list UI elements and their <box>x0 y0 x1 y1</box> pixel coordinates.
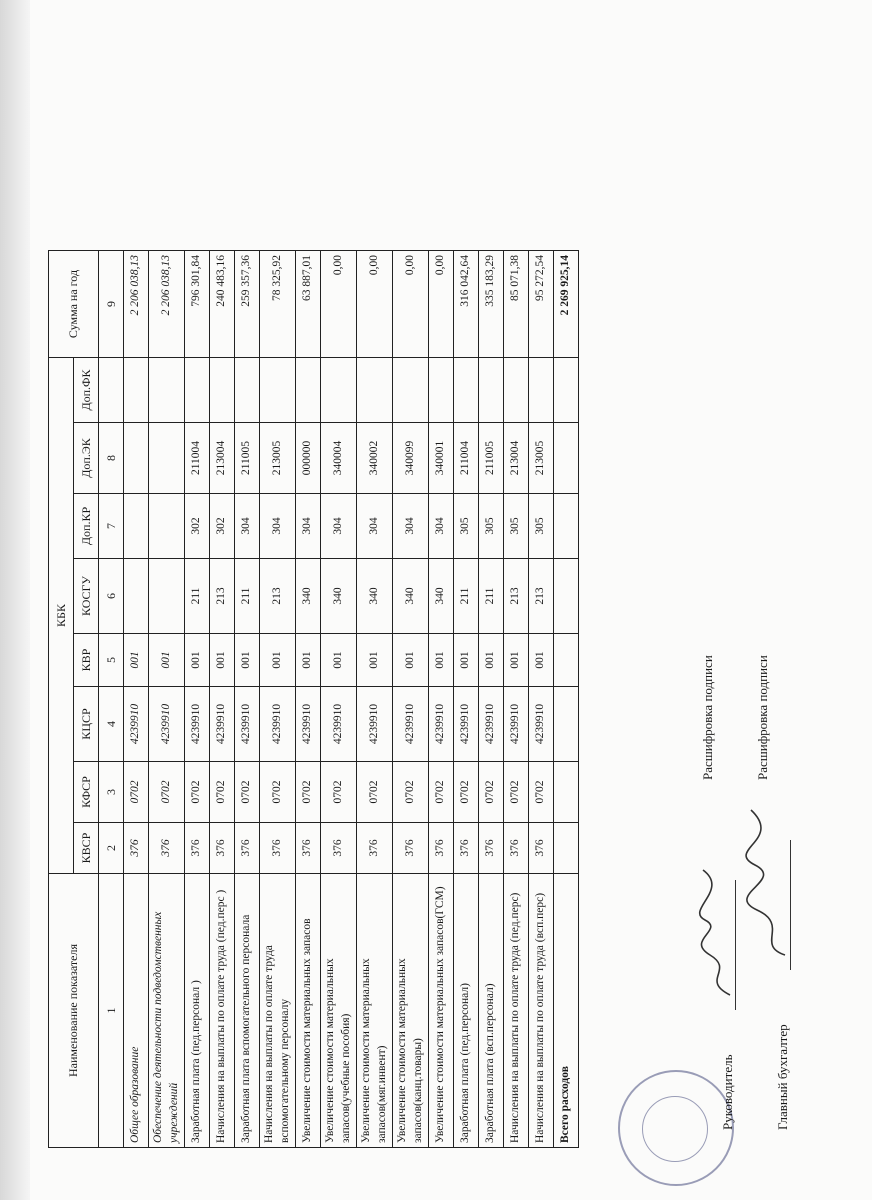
cell-dopkr <box>554 494 579 559</box>
cell-kfsr: 0702 <box>357 762 393 823</box>
cell-dopfk <box>529 358 554 423</box>
cell-kfsr: 0702 <box>479 762 504 823</box>
cell-kvr: 001 <box>321 634 357 687</box>
cell-dopkr <box>149 494 185 559</box>
cell-kvsr: 376 <box>124 823 149 874</box>
cell-kfsr: 0702 <box>210 762 235 823</box>
cell-kcsr: 4239910 <box>504 687 529 762</box>
cell-kfsr: 0702 <box>454 762 479 823</box>
cell-kosgu: 340 <box>429 559 454 634</box>
head-decode: Расшифровка подписи <box>700 655 715 780</box>
cell-kvsr: 376 <box>185 823 210 874</box>
cell-kvsr: 376 <box>210 823 235 874</box>
cell-kosgu: 211 <box>185 559 210 634</box>
cell-kcsr: 4239910 <box>149 687 185 762</box>
colnum-1: 1 <box>99 874 124 1148</box>
colnum-5: 5 <box>99 634 124 687</box>
cell-kosgu: 213 <box>210 559 235 634</box>
colnum-4: 4 <box>99 687 124 762</box>
table-header-row <box>49 251 74 1148</box>
table-row <box>296 251 321 1148</box>
cell-kvr: 001 <box>296 634 321 687</box>
cell-dopek: 213004 <box>210 423 235 494</box>
header-sum: Сумма на год <box>49 251 99 358</box>
cell-kvr: 001 <box>529 634 554 687</box>
cell-dopek <box>124 423 149 494</box>
cell-dopek: 213004 <box>504 423 529 494</box>
accountant-label: Главный бухгалтер <box>775 1024 790 1130</box>
row-name: Увеличение стоимости материальных запасов(мяг.инвент) <box>357 874 393 1148</box>
table-row <box>149 251 185 1148</box>
cell-dopek <box>149 423 185 494</box>
cell-dopek: 340099 <box>393 423 429 494</box>
cell-kvr: 001 <box>124 634 149 687</box>
colnum-8: 8 <box>99 423 124 494</box>
cell-sum: 0,00 <box>393 251 429 358</box>
cell-kosgu <box>124 559 149 634</box>
table-row <box>124 251 149 1148</box>
cell-kvsr: 376 <box>321 823 357 874</box>
header-dopfk: Доп.ФК <box>74 358 99 423</box>
cell-kcsr: 4239910 <box>357 687 393 762</box>
cell-kosgu <box>149 559 185 634</box>
cell-dopkr: 304 <box>357 494 393 559</box>
cell-kvsr: 376 <box>357 823 393 874</box>
row-name: Увеличение стоимости материальных запасов <box>296 874 321 1148</box>
colnum-3: 3 <box>99 762 124 823</box>
accountant-decode: Расшифровка подписи <box>755 655 770 780</box>
cell-kcsr: 4239910 <box>429 687 454 762</box>
cell-sum: 259 357,36 <box>235 251 260 358</box>
cell-kvsr: 376 <box>296 823 321 874</box>
cell-dopkr: 304 <box>321 494 357 559</box>
cell-dopkr: 304 <box>260 494 296 559</box>
cell-kcsr: 4239910 <box>124 687 149 762</box>
cell-sum: 796 301,84 <box>185 251 210 358</box>
cell-kvsr: 376 <box>479 823 504 874</box>
cell-kfsr <box>554 762 579 823</box>
cell-sum: 78 325,92 <box>260 251 296 358</box>
cell-kvsr: 376 <box>504 823 529 874</box>
cell-dopfk <box>296 358 321 423</box>
cell-kfsr: 0702 <box>429 762 454 823</box>
cell-kosgu: 340 <box>321 559 357 634</box>
row-name: Начисления на выплаты по оплате труда вспомогательному персоналу <box>260 874 296 1148</box>
cell-sum: 63 887,01 <box>296 251 321 358</box>
cell-dopek: 211004 <box>454 423 479 494</box>
header-name: Наименование показателя <box>49 874 99 1148</box>
colnum-2: 2 <box>99 823 124 874</box>
cell-kvr: 001 <box>393 634 429 687</box>
cell-sum: 240 483,16 <box>210 251 235 358</box>
cell-dopek: 000000 <box>296 423 321 494</box>
cell-sum: 335 183,29 <box>479 251 504 358</box>
cell-dopfk <box>210 358 235 423</box>
cell-kosgu: 211 <box>454 559 479 634</box>
colnum-6: 6 <box>99 559 124 634</box>
cell-dopfk <box>554 358 579 423</box>
header-kosgu: КОСГУ <box>74 559 99 634</box>
cell-kcsr: 4239910 <box>479 687 504 762</box>
cell-kfsr: 0702 <box>235 762 260 823</box>
cell-kvsr: 376 <box>260 823 296 874</box>
cell-sum: 316 042,64 <box>454 251 479 358</box>
cell-dopfk <box>479 358 504 423</box>
cell-dopfk <box>235 358 260 423</box>
header-kfsr: КФСР <box>74 762 99 823</box>
cell-dopkr: 305 <box>454 494 479 559</box>
header-dopkr: Доп.КР <box>74 494 99 559</box>
table-row <box>260 251 296 1148</box>
cell-dopkr <box>124 494 149 559</box>
cell-dopkr: 304 <box>393 494 429 559</box>
cell-kosgu: 213 <box>529 559 554 634</box>
cell-kcsr: 4239910 <box>393 687 429 762</box>
cell-kvsr: 376 <box>149 823 185 874</box>
row-name: Заработная плата (пед.персонал ) <box>185 874 210 1148</box>
cell-kosgu: 340 <box>357 559 393 634</box>
colnum-9: 9 <box>99 251 124 358</box>
cell-kosgu: 211 <box>479 559 504 634</box>
cell-dopfk <box>124 358 149 423</box>
cell-kcsr: 4239910 <box>210 687 235 762</box>
cell-kosgu <box>554 559 579 634</box>
cell-kvsr: 376 <box>393 823 429 874</box>
colnum-9-spacer <box>99 358 124 423</box>
table-row <box>357 251 393 1148</box>
head-label: Руководитель <box>720 1054 735 1130</box>
cell-kcsr: 4239910 <box>529 687 554 762</box>
cell-dopkr: 304 <box>429 494 454 559</box>
table-row <box>210 251 235 1148</box>
cell-dopek: 340004 <box>321 423 357 494</box>
table-row <box>393 251 429 1148</box>
row-name: Начисления на выплаты по оплате труда (всп.перс) <box>529 874 554 1148</box>
table-row <box>554 251 579 1148</box>
cell-kvsr: 376 <box>529 823 554 874</box>
cell-kvr: 001 <box>210 634 235 687</box>
cell-dopkr: 305 <box>504 494 529 559</box>
cell-kcsr: 4239910 <box>296 687 321 762</box>
cell-kfsr: 0702 <box>260 762 296 823</box>
cell-kvsr <box>554 823 579 874</box>
header-kvsr: КВСР <box>74 823 99 874</box>
cell-dopkr: 304 <box>235 494 260 559</box>
row-name: Начисления на выплаты по оплате труда (пед.перс) <box>504 874 529 1148</box>
table-row <box>504 251 529 1148</box>
cell-kcsr: 4239910 <box>235 687 260 762</box>
cell-dopfk <box>321 358 357 423</box>
cell-kvsr: 376 <box>235 823 260 874</box>
cell-sum: 2 206 038,13 <box>149 251 185 358</box>
cell-kvr: 001 <box>429 634 454 687</box>
cell-kcsr: 4239910 <box>454 687 479 762</box>
cell-dopek: 340001 <box>429 423 454 494</box>
column-number-row <box>99 251 124 1148</box>
cell-kvr: 001 <box>185 634 210 687</box>
stamp-inner-ring <box>642 1096 708 1162</box>
cell-dopfk <box>185 358 210 423</box>
cell-kcsr: 4239910 <box>260 687 296 762</box>
cell-sum: 85 071,38 <box>504 251 529 358</box>
cell-kcsr <box>554 687 579 762</box>
row-name: Заработная плата (пед.персонал) <box>454 874 479 1148</box>
row-name: Увеличение стоимости материальных запасов(ГСМ) <box>429 874 454 1148</box>
table-row <box>321 251 357 1148</box>
cell-kfsr: 0702 <box>504 762 529 823</box>
cell-kvr: 001 <box>504 634 529 687</box>
organization-stamp <box>618 1070 734 1186</box>
cell-dopek: 340002 <box>357 423 393 494</box>
table-row <box>185 251 210 1148</box>
cell-dopkr: 305 <box>529 494 554 559</box>
cell-kfsr: 0702 <box>321 762 357 823</box>
table-row <box>454 251 479 1148</box>
row-name: Всего расходов <box>554 874 579 1148</box>
cell-kfsr: 0702 <box>296 762 321 823</box>
cell-dopek <box>554 423 579 494</box>
cell-dopfk <box>504 358 529 423</box>
cell-kvr: 001 <box>454 634 479 687</box>
cell-dopkr: 302 <box>185 494 210 559</box>
cell-kosgu: 211 <box>235 559 260 634</box>
cell-sum: 0,00 <box>357 251 393 358</box>
head-signature-scribble <box>695 860 740 1000</box>
cell-kvr: 001 <box>479 634 504 687</box>
colnum-7: 7 <box>99 494 124 559</box>
cell-kvr: 001 <box>235 634 260 687</box>
cell-dopek: 213005 <box>260 423 296 494</box>
table-row <box>529 251 554 1148</box>
row-name: Обеспечение деятельности подведомственных учреждений <box>149 874 185 1148</box>
table-row <box>235 251 260 1148</box>
cell-dopek: 211004 <box>185 423 210 494</box>
cell-dopfk <box>149 358 185 423</box>
cell-dopfk <box>429 358 454 423</box>
cell-dopkr: 305 <box>479 494 504 559</box>
cell-kvsr: 376 <box>454 823 479 874</box>
header-kbk: КБК <box>49 358 74 874</box>
cell-kosgu: 213 <box>504 559 529 634</box>
cell-sum: 2 206 038,13 <box>124 251 149 358</box>
cell-kcsr: 4239910 <box>321 687 357 762</box>
cell-kfsr: 0702 <box>529 762 554 823</box>
cell-dopfk <box>454 358 479 423</box>
cell-kosgu: 213 <box>260 559 296 634</box>
cell-dopkr: 302 <box>210 494 235 559</box>
cell-dopfk <box>393 358 429 423</box>
cell-kfsr: 0702 <box>393 762 429 823</box>
cell-sum: 0,00 <box>321 251 357 358</box>
cell-kfsr: 0702 <box>185 762 210 823</box>
scan-shadow <box>0 0 30 1200</box>
cell-kfsr: 0702 <box>124 762 149 823</box>
cell-dopek: 211005 <box>479 423 504 494</box>
table-row <box>479 251 504 1148</box>
cell-kvsr: 376 <box>429 823 454 874</box>
row-name: Заработная плата (всп.персонал) <box>479 874 504 1148</box>
cell-sum: 0,00 <box>429 251 454 358</box>
row-name: Заработная плата вспомогательного персонала <box>235 874 260 1148</box>
cell-kvr <box>554 634 579 687</box>
cell-dopek: 213005 <box>529 423 554 494</box>
cell-kosgu: 340 <box>393 559 429 634</box>
accountant-signature-scribble <box>745 800 795 960</box>
cell-kcsr: 4239910 <box>185 687 210 762</box>
cell-kvr: 001 <box>357 634 393 687</box>
header-kvr: КВР <box>74 634 99 687</box>
row-name: Общее образование <box>124 874 149 1148</box>
header-kcsr: КЦСР <box>74 687 99 762</box>
cell-kvr: 001 <box>149 634 185 687</box>
cell-dopkr: 304 <box>296 494 321 559</box>
row-name: Увеличение стоимости материальных запасов(учебные пособия) <box>321 874 357 1148</box>
cell-sum: 95 272,54 <box>529 251 554 358</box>
table-row <box>429 251 454 1148</box>
cell-kfsr: 0702 <box>149 762 185 823</box>
cell-kvr: 001 <box>260 634 296 687</box>
cell-dopfk <box>357 358 393 423</box>
row-name: Начисления на выплаты по оплате труда (пед.перс ) <box>210 874 235 1148</box>
row-name: Увеличение стоимости материальных запасов(канц.товары) <box>393 874 429 1148</box>
cell-sum: 2 269 925,14 <box>554 251 579 358</box>
budget-table <box>48 250 579 1148</box>
cell-dopfk <box>260 358 296 423</box>
cell-dopek: 211005 <box>235 423 260 494</box>
header-dopek: Доп.ЭК <box>74 423 99 494</box>
cell-kosgu: 340 <box>296 559 321 634</box>
